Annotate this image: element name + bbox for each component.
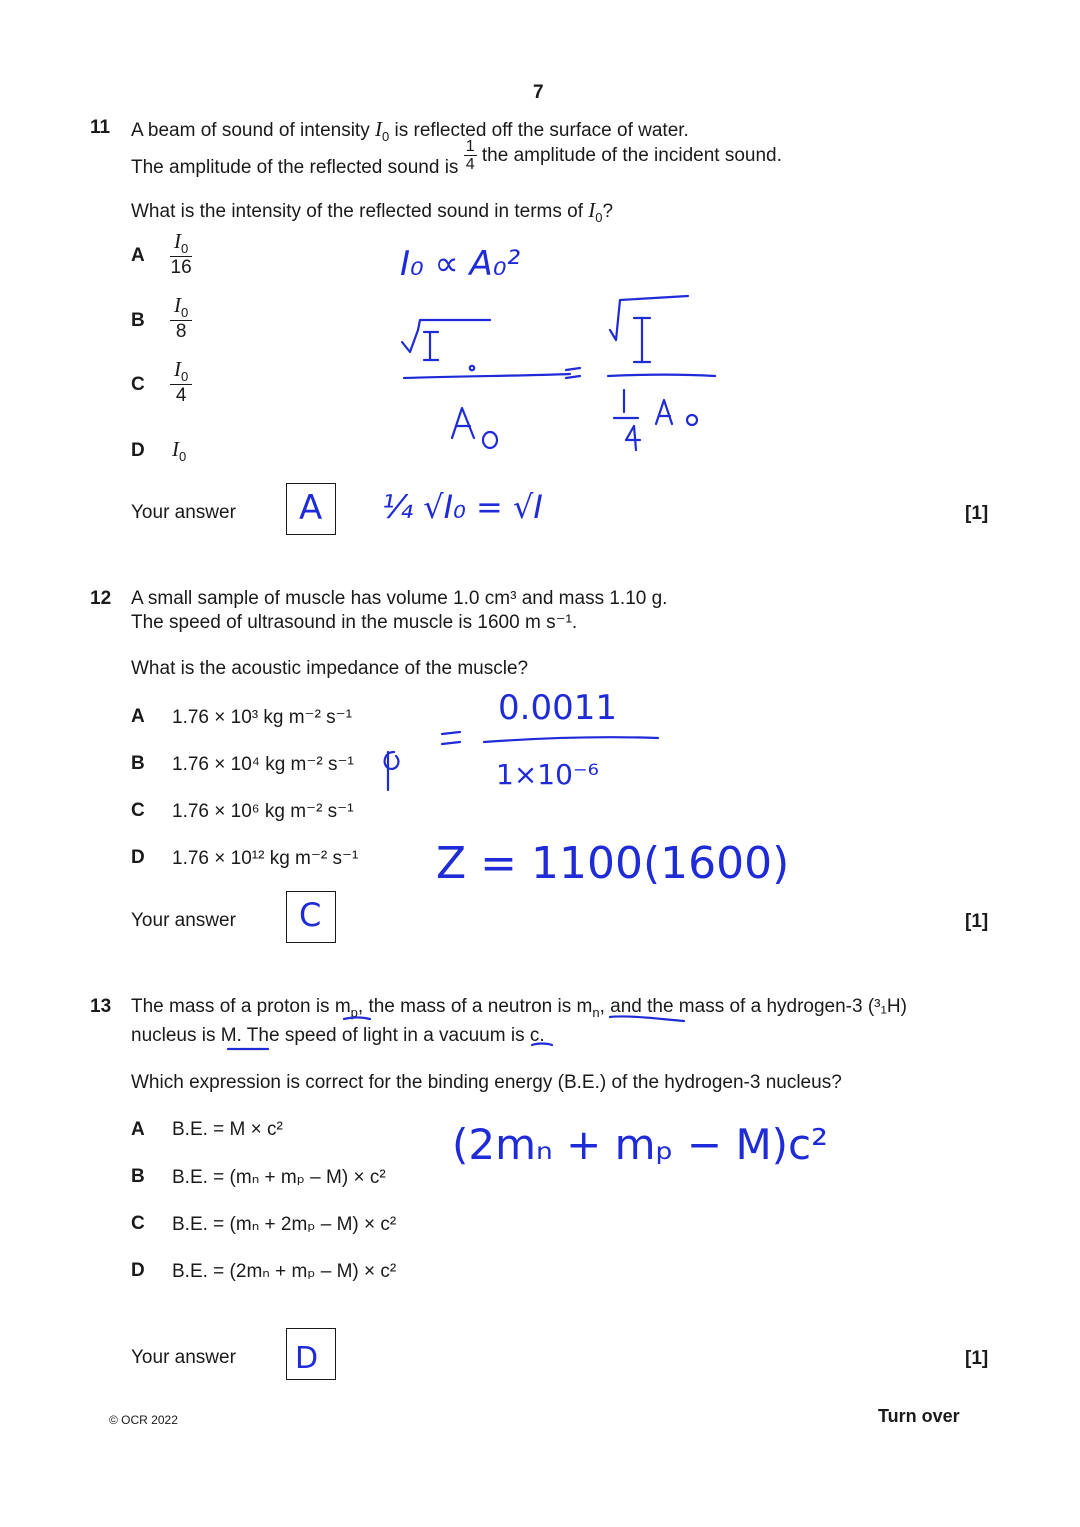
q11-handwritten-answer: A (299, 488, 323, 528)
q12-option-b-letter[interactable]: B (131, 753, 145, 774)
q13-mark: [1] (965, 1348, 989, 1369)
q13-line2: nucleus is M. The speed of light in a vacuum is c. (131, 1025, 545, 1046)
q11-option-d-letter[interactable]: D (131, 440, 145, 461)
q11-work-sqrt-equation (380, 290, 740, 440)
q11-mark: [1] (965, 503, 989, 524)
q12-option-a-letter[interactable]: A (131, 706, 145, 727)
q12-option-b-text: 1.76 × 10⁴ kg m⁻² s⁻¹ (172, 754, 354, 775)
q12-mark: [1] (965, 911, 989, 932)
q13-option-c-letter[interactable]: C (131, 1213, 145, 1234)
q11-number: 11 (90, 117, 111, 138)
q12-line1: A small sample of muscle has volume 1.0 cm³ and mass 1.10 g. (131, 588, 668, 609)
q13-number: 13 (90, 996, 112, 1017)
q12-density-numerator: 0.0011 (498, 688, 617, 728)
q11-work-result: ¼ √I₀ = √I (382, 488, 543, 526)
turn-over: Turn over (878, 1406, 960, 1426)
q13-answer-box[interactable] (286, 1328, 336, 1380)
q12-line2: The speed of ultrasound in the muscle is 1600 m s⁻¹. (131, 612, 578, 633)
q11-option-a-letter[interactable]: A (131, 245, 145, 266)
q13-your-answer-label: Your answer (131, 1347, 236, 1368)
q12-option-d-text: 1.76 × 10¹² kg m⁻² s⁻¹ (172, 848, 359, 869)
q12-option-a-text: 1.76 × 10³ kg m⁻² s⁻¹ (172, 707, 353, 728)
q12-option-d-letter[interactable]: D (131, 847, 145, 868)
q13-question: Which expression is correct for the binding energy (B.E.) of the hydrogen-3 nucleus? (131, 1072, 842, 1093)
page-number: 7 (533, 82, 544, 103)
q11-option-d-value: $I_0$ (172, 437, 187, 465)
q13-option-d-letter[interactable]: D (131, 1260, 145, 1281)
q12-impedance-calc: Z = 1100(1600) (436, 838, 790, 889)
q13-underlines (220, 1015, 700, 1055)
q12-question: What is the acoustic impedance of the muscle? (131, 658, 529, 679)
q11-option-b-value: $\frac{I_0}{8}$ (170, 294, 192, 342)
q12-option-c-letter[interactable]: C (131, 800, 145, 821)
q11-your-answer-label: Your answer (131, 502, 236, 523)
q11-option-c-value: $\frac{I_0}{4}$ (170, 358, 192, 406)
q13-handwritten-answer: D (295, 1341, 319, 1376)
q11-answer-box[interactable] (286, 483, 336, 535)
q12-answer-box[interactable] (286, 891, 336, 943)
q13-option-a-letter[interactable]: A (131, 1119, 145, 1140)
q12-option-c-text: 1.76 × 10⁶ kg m⁻² s⁻¹ (172, 801, 354, 822)
q13-option-d-text: B.E. = (2mₙ + mₚ – M) × c² (172, 1261, 397, 1282)
i0-symbol: $I_0$ (375, 117, 390, 145)
q11-line1: A beam of sound of intensity $I_0$ is reflected off the surface of water. (131, 117, 689, 145)
one-quarter-fraction: $\frac{1}{4}$ (465, 138, 475, 173)
q11-option-c-letter[interactable]: C (131, 374, 145, 395)
q13-line1: The mass of a proton is $m_p$, the mass of a neutron is $m_n$, and the mass of a hydrogen-3 (³₁H) (131, 996, 907, 1020)
q13-option-b-text: B.E. = (mₙ + mₚ – M) × c² (172, 1167, 386, 1188)
q13-option-c-text: B.E. = (mₙ + 2mₚ – M) × c² (172, 1214, 397, 1235)
copyright: © OCR 2022 (109, 1413, 178, 1427)
q12-density-denominator: 1×10⁻⁶ (496, 758, 599, 791)
q11-option-b-letter[interactable]: B (131, 310, 145, 331)
q12-handwritten-answer: C (299, 896, 322, 934)
q13-handwritten-expression: (2mₙ + mₚ − M)c² (452, 1120, 828, 1169)
q11-work-proportional: I₀ ∝ A₀² (400, 244, 521, 284)
q11-line2: The amplitude of the reflected sound is $\frac{1}{4}$ the amplitude of the incident sound. (131, 138, 782, 179)
q12-number: 12 (90, 588, 112, 609)
q12-your-answer-label: Your answer (131, 910, 236, 931)
q11-option-a-value: $\frac{I_0}{16}$ (170, 229, 192, 278)
q11-question: What is the intensity of the reflected sound in terms of $I_0$? (131, 198, 614, 226)
q13-option-b-letter[interactable]: B (131, 1166, 145, 1187)
q13-option-a-text: B.E. = M × c² (172, 1119, 283, 1140)
